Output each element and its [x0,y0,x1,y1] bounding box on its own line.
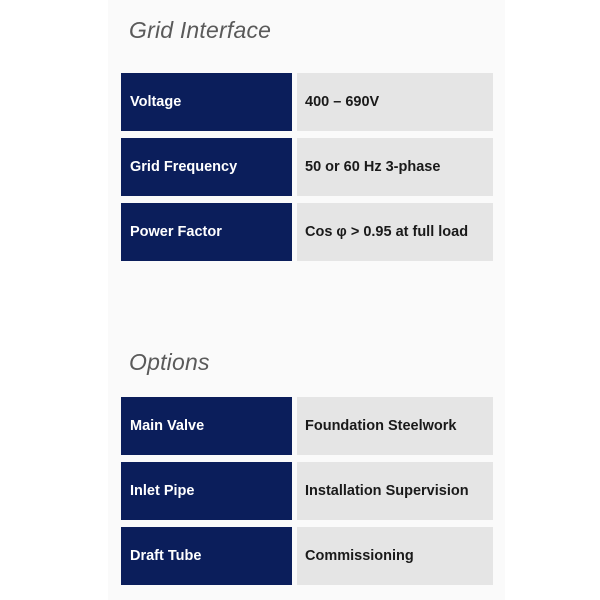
grid-interface-table [121,73,493,261]
row-label-inlet-pipe: Inlet Pipe [121,462,292,520]
row-label-main-valve: Main Valve [121,397,292,455]
table-row [121,397,493,455]
table-row [121,203,493,261]
table-row [121,138,493,196]
row-value-power-factor: Cos φ > 0.95 at full load [297,203,493,261]
row-label-power-factor: Power Factor [121,203,292,261]
table-row [121,73,493,131]
table-row [121,527,493,585]
row-value-installation-supervision: Installation Supervision [297,462,493,520]
row-value-voltage: 400 – 690V [297,73,493,131]
options-table [121,397,493,585]
row-value-foundation-steelwork: Foundation Steelwork [297,397,493,455]
row-value-grid-frequency: 50 or 60 Hz 3-phase [297,138,493,196]
row-label-grid-frequency: Grid Frequency [121,138,292,196]
table-row [121,462,493,520]
row-value-commissioning: Commissioning [297,527,493,585]
section-title-grid-interface: Grid Interface [129,17,272,43]
row-label-draft-tube: Draft Tube [121,527,292,585]
row-label-voltage: Voltage [121,73,292,131]
section-title-options: Options [129,349,210,375]
